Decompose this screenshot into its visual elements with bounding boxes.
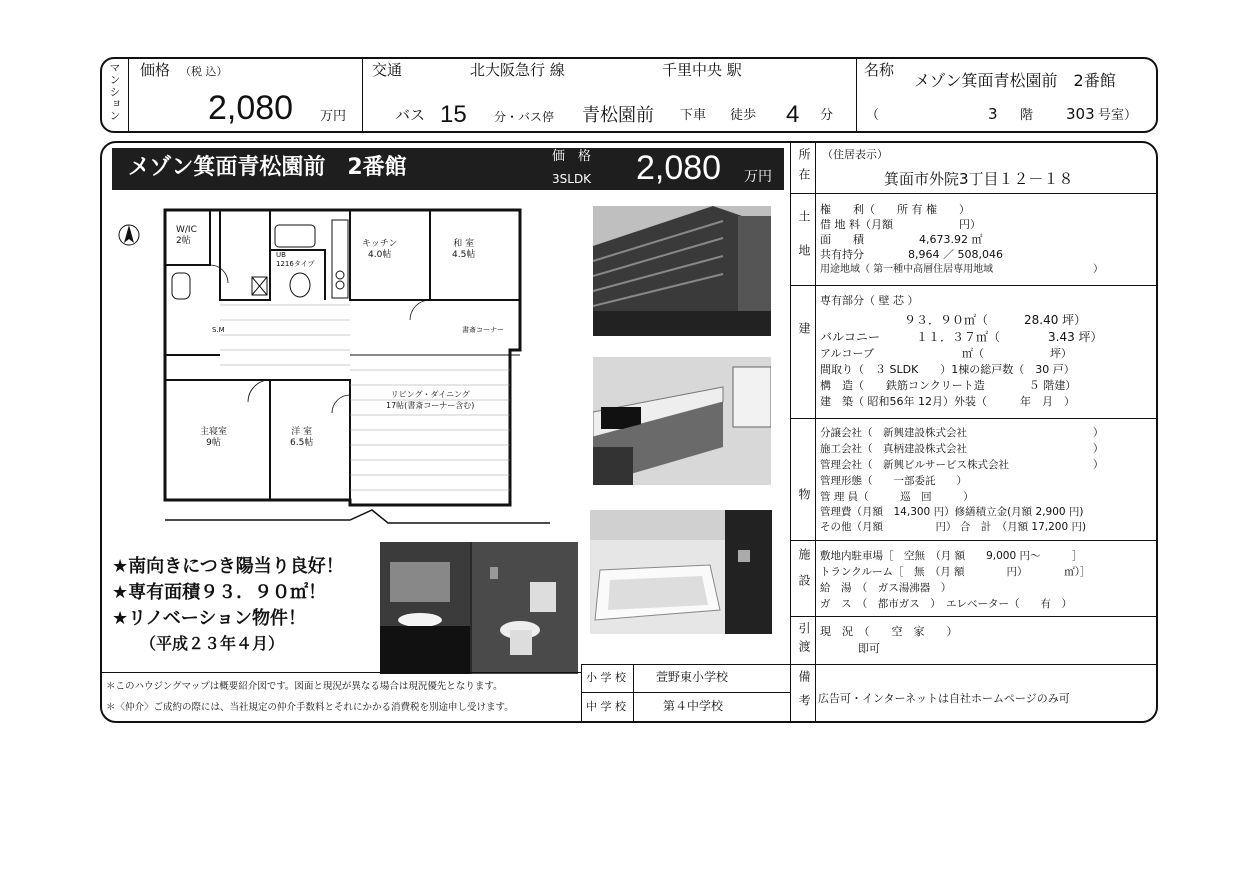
- room-paren: （: [866, 108, 880, 123]
- washroom-toilet-photo: [380, 542, 578, 674]
- bus-stop-name: 青松園前: [582, 105, 654, 126]
- land-row: 面 積 4,673.92 ㎡: [820, 233, 983, 246]
- feature-3: ★リノベーション物件！: [112, 608, 306, 629]
- feature-4: （平成２３年４月）: [140, 634, 285, 653]
- floor-number: 3: [988, 105, 998, 123]
- management-row: 管 理 員（ 巡 回 ）: [820, 491, 974, 503]
- bus-minutes: 15: [440, 101, 467, 128]
- fp-master: 主寝室 9帖: [200, 427, 228, 448]
- floor-label: 階: [1020, 108, 1034, 123]
- note-1: ＊このハウジングマップは概要紹介図です。図面と現況が異なる場合は現況優先となります。: [106, 681, 503, 692]
- facility-row: 敷地内駐車場［ 空無 （月 額 9,000 円～ ］: [820, 550, 1083, 562]
- remarks-value: 広告可・インターネットは自社ホームページのみ可: [818, 692, 1070, 705]
- category-vertical: マンション: [108, 62, 121, 122]
- banner-layout: 3SLDK: [552, 172, 592, 186]
- bus-label: バス: [395, 106, 426, 124]
- feature-1: ★南向きにつき陽当り良好！: [112, 556, 344, 577]
- note-2: ＊〈仲介〉ご成約の際には、当社規定の仲介手数料とそれにかかる消費税を別途申し受けます。: [106, 702, 514, 713]
- management-row: 管理形態（ 一部委託 ）: [820, 475, 967, 487]
- facilities-section-label: 施設: [797, 548, 811, 600]
- property-name: メゾン箕面青松園前 2番館: [914, 71, 1116, 90]
- building-section-label: 建: [797, 322, 811, 335]
- banner-price-unit: 万円: [744, 169, 772, 185]
- bathroom-photo: [590, 510, 772, 634]
- property-section-label: 物: [797, 488, 811, 501]
- management-row: 管理会社（ 新興ビルサービス株式会社 ）: [820, 459, 1104, 471]
- remarks-section-label: 備考: [797, 670, 811, 718]
- banner-price: 2,080: [636, 149, 722, 187]
- station-name: 千里中央 駅: [662, 61, 742, 79]
- fp-bath: UB 1216タイプ: [276, 251, 315, 268]
- facility-row: 給 湯 （ ガス湯沸器 ）: [820, 582, 952, 594]
- building-row: 構 造（ 鉄筋コンクリート造 ５ 階建）: [820, 379, 1077, 392]
- elementary-school: 萱野東小学校: [656, 670, 729, 684]
- kitchen-photo: [593, 357, 771, 485]
- land-section-label: 土地: [797, 210, 811, 278]
- junior-label: 中 学 校: [586, 700, 626, 713]
- room-label: 号室）: [1098, 108, 1138, 123]
- building-row: 専有部分（ 壁 芯 ）: [820, 294, 919, 307]
- handover-timing: 即可: [858, 642, 880, 655]
- building-row: ９３．９０㎡（ 28.40 坪）: [820, 313, 1087, 327]
- address-section-label: 所在: [797, 148, 811, 188]
- price-unit: 万円: [320, 109, 347, 124]
- building-row: 間取り（ ３ SLDK ）1棟の総戸数（ 30 戸）: [820, 363, 1075, 376]
- address-value: 箕面市外院3丁目１２－１８: [884, 170, 1074, 188]
- land-row: 借 地 料（月額 円）: [820, 218, 981, 231]
- fp-sm: S.M: [212, 326, 225, 334]
- walk-minutes: 4: [786, 101, 800, 128]
- walk-label: 徒歩: [730, 108, 757, 123]
- land-row: 共有持分 8,964 ／ 508,046: [820, 248, 1003, 261]
- management-row: その他（月額 円） 合 計 （月額 17,200 円): [820, 521, 1087, 533]
- handover-section-label: 引渡: [797, 622, 811, 658]
- transport-label: 交通: [372, 61, 403, 79]
- price-tax-note: （税 込）: [180, 65, 228, 78]
- get-off: 下車: [680, 108, 707, 123]
- land-row: 権 利（ 所 有 権 ）: [820, 203, 970, 216]
- facility-row: ガ ス （ 都市ガス ） エレベーター（ 有 ）: [820, 598, 1072, 610]
- management-row: 分譲会社（ 新興建設株式会社 ）: [820, 427, 1104, 439]
- walk-unit: 分: [820, 108, 834, 123]
- banner-price-label: 価 格: [552, 149, 592, 164]
- facility-row: トランクルーム［ 無 （月 額 円） ㎡）］: [820, 566, 1091, 578]
- fp-wic: W/IC 2帖: [176, 225, 197, 246]
- room-number: 303: [1066, 105, 1095, 123]
- land-row: 用途地域（ 第一種中高層住居専用地域 ）: [820, 264, 1104, 275]
- building-row: バルコニー １１．３７㎡（ 3.43 坪）: [820, 330, 1103, 344]
- building-exterior-photo: [593, 206, 771, 336]
- building-row: 建 築（ 昭和56年 12月）外装（ 年 月 ）: [820, 395, 1075, 408]
- name-label: 名称: [864, 61, 895, 79]
- fp-living: リビング・ダイニング 17帖(書斎コーナー含む): [386, 390, 475, 410]
- banner-title: メゾン箕面青松園前 2番館: [128, 155, 407, 180]
- fp-kitchen: キッチン 4.0帖: [362, 239, 398, 260]
- fp-corner: 書斎コーナー: [462, 326, 504, 334]
- fp-western: 洋 室 6.5帖: [290, 427, 314, 448]
- fp-washitsu: 和 室 4.5帖: [452, 239, 476, 260]
- line-name: 北大阪急行 線: [470, 61, 565, 79]
- floor-plan: [110, 205, 550, 540]
- bus-stop-label: 分・バス停: [494, 110, 555, 124]
- feature-2: ★専有面積９３．９０㎡！: [112, 582, 327, 603]
- management-row: 施工会社（ 真柄建設株式会社 ）: [820, 443, 1104, 455]
- handover-status: 現 況 （ 空 家 ）: [820, 625, 958, 638]
- building-row: アルコーブ ㎡（ 坪）: [820, 347, 1073, 360]
- price-label: 価格: [140, 61, 171, 79]
- elementary-label: 小 学 校: [586, 671, 626, 684]
- junior-school: 第４中学校: [663, 699, 724, 713]
- price-value: 2,080: [208, 89, 294, 127]
- management-row: 管理費（月額 14,300 円）修繕積立金(月額 2,900 円): [820, 506, 1084, 518]
- address-label: （住居表示）: [822, 148, 888, 161]
